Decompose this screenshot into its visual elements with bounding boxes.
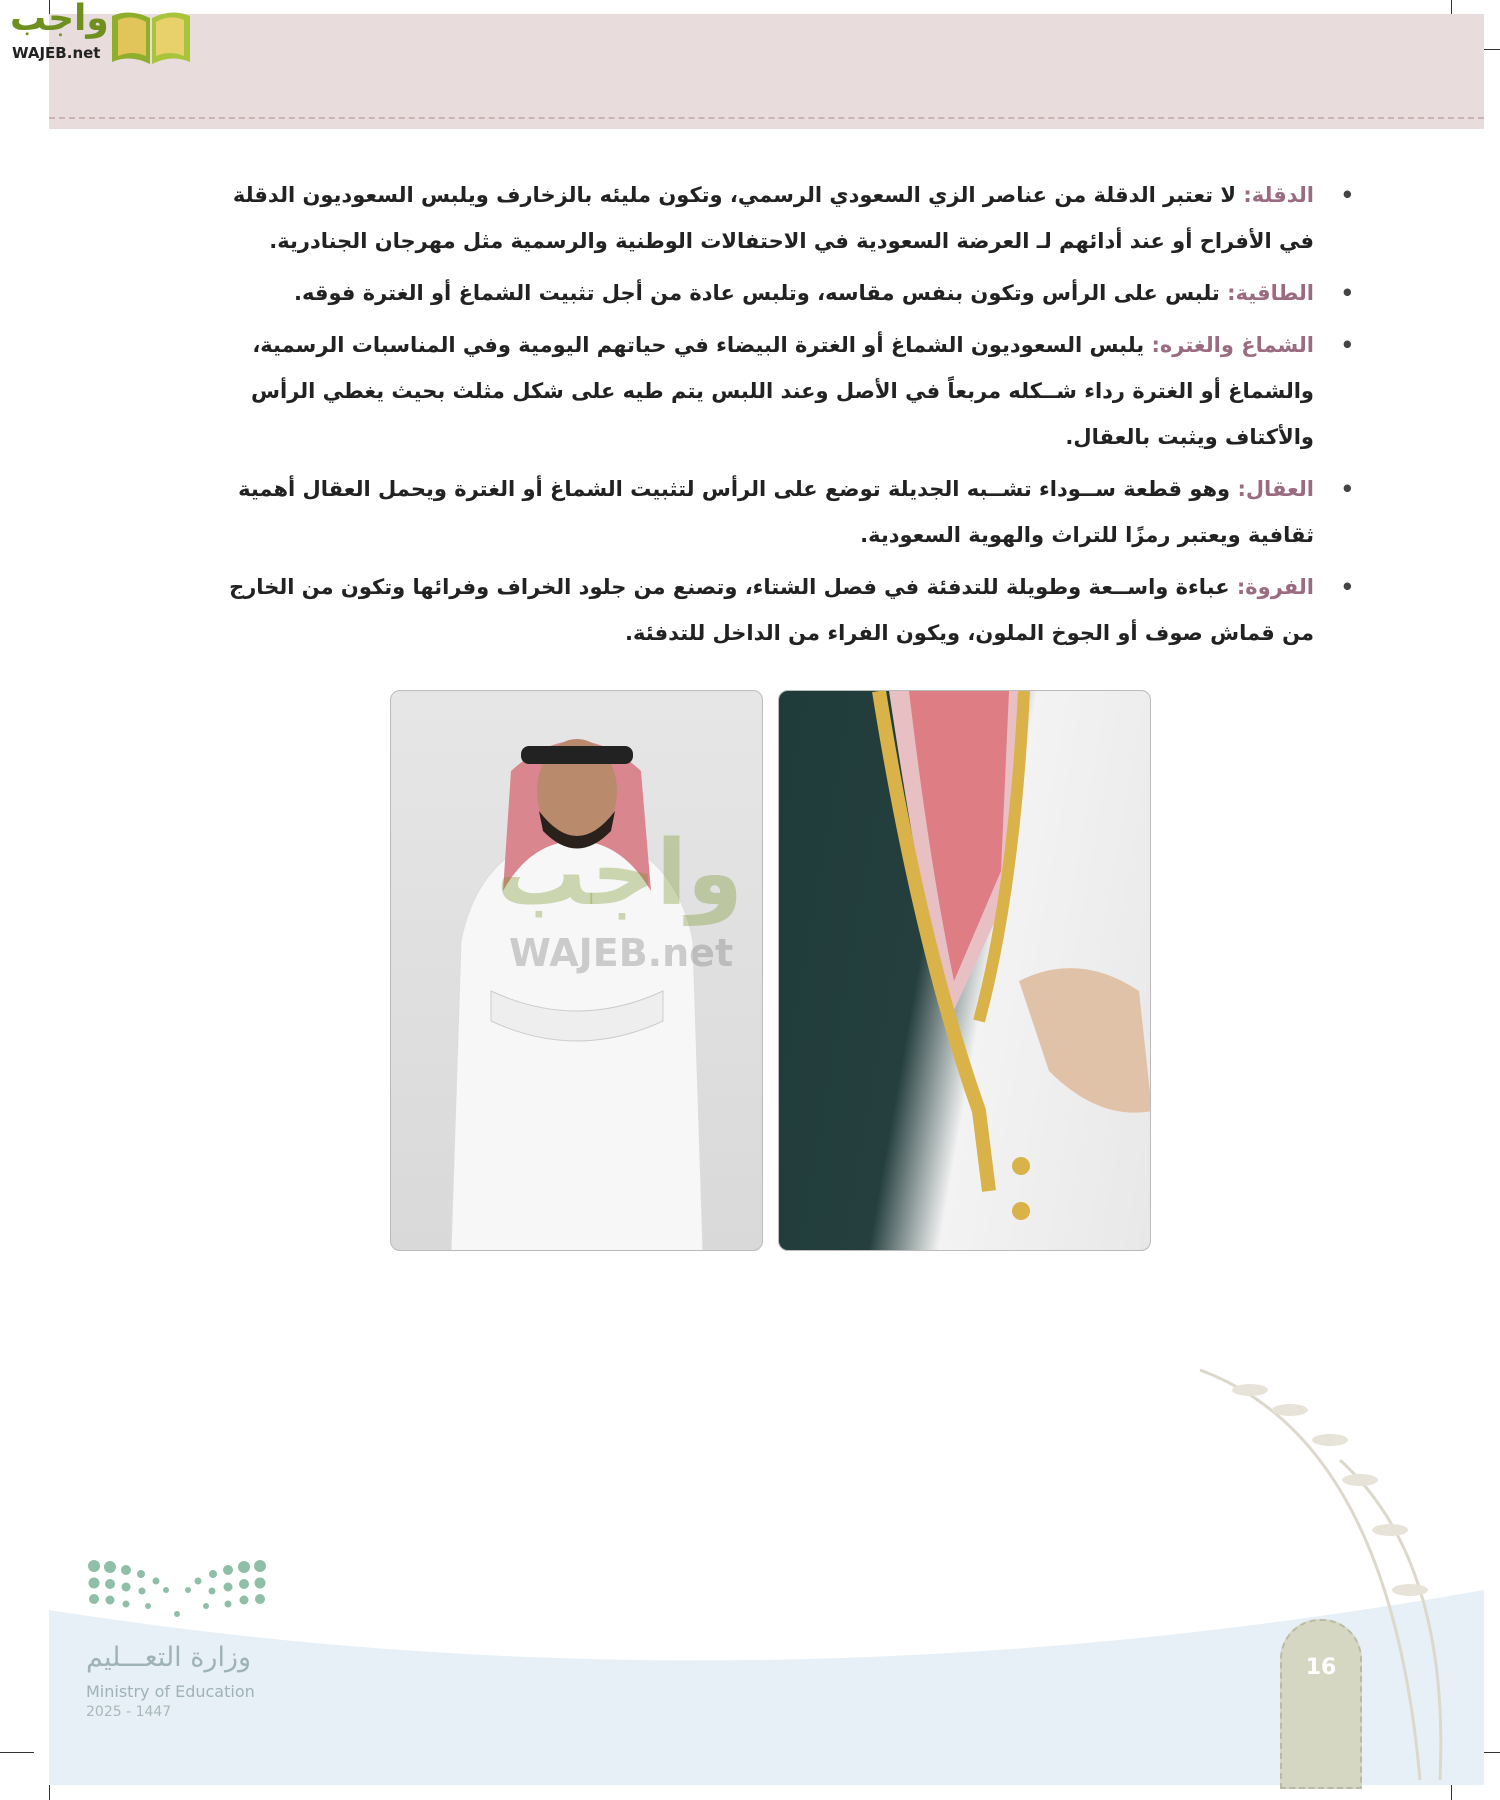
term: الشماغ والغتره: bbox=[1151, 333, 1314, 357]
academic-year: 2025 - 1447 bbox=[86, 1704, 172, 1720]
wajeb-logo[interactable] bbox=[4, 2, 194, 70]
crop-mark bbox=[0, 1752, 34, 1753]
ministry-logo bbox=[86, 1556, 276, 1720]
term: الفروة: bbox=[1236, 575, 1314, 599]
description: لا تعتبر الدقلة من عناصر الزي السعودي الرسمي، وتكون مليئه بالزخارف ويلبس السعوديون الدقلة في الأفراح أو عند أدائهم لـ العرضة السعودية في الاحتفالات الوطنية والرسمية مثل مهرجان الجنادرية. bbox=[232, 183, 1314, 253]
ministry-name-arabic: وزارة التعـــليم bbox=[86, 1642, 252, 1673]
description: يلبس السعوديون الشماغ أو الغترة البيضاء في حياتهم اليومية وفي المناسبات الرسمية، والشماغ أو الغترة رداء شــكله مربعاً في الأصل وعند اللبس يتم طيه على شكل مثلث بحيث يغطي الرأس والأكتاف ويثبت بالعقال. bbox=[251, 333, 1314, 449]
term: الطاقية: bbox=[1227, 281, 1314, 305]
book-icon bbox=[110, 8, 192, 66]
logo-arabic: واجب bbox=[10, 0, 109, 39]
page-header-band bbox=[49, 14, 1484, 129]
description: وهو قطعة ســوداء تشــبه الجديلة توضع على الرأس لتثبيت الشماغ أو الغترة ويحمل العقال أهمية ثقافية ويعتبر رمزًا للتراث والهوية السعودية. bbox=[238, 477, 1314, 547]
list-item-iqal bbox=[204, 466, 1354, 558]
list-item-taqiya bbox=[204, 270, 1354, 316]
ministry-name-english: Ministry of Education bbox=[86, 1682, 255, 1701]
ministry-dots-icon bbox=[86, 1556, 268, 1626]
photo-man-in-thobe bbox=[390, 690, 763, 1251]
list-item-daqla bbox=[204, 172, 1354, 264]
dashed-divider bbox=[49, 117, 1484, 119]
term: العقال: bbox=[1237, 477, 1314, 501]
list-item-shemagh bbox=[204, 322, 1354, 460]
term: الدقلة: bbox=[1243, 183, 1314, 207]
watermark-english: WAJEB.net bbox=[509, 931, 734, 975]
content-list bbox=[204, 172, 1354, 662]
description: عباءة واســعة وطويلة للتدفئة في فصل الشتاء، وتصنع من جلود الخراف وفرائها وتكون من الخارج من قماش صوف أو الجوخ الملون، ويكون الفراء من الداخل للتدفئة. bbox=[229, 575, 1314, 645]
watermark-arabic: واجب bbox=[496, 821, 743, 926]
description: تلبس على الرأس وتكون بنفس مقاسه، وتلبس عادة من أجل تثبيت الشماغ أو الغترة فوقه. bbox=[294, 281, 1228, 305]
logo-english: WAJEB.net bbox=[12, 44, 101, 62]
bisht-illustration bbox=[779, 691, 1151, 1251]
page-number-tab bbox=[1280, 1619, 1362, 1789]
list-item-farwa bbox=[204, 564, 1354, 656]
page-number: 16 bbox=[1305, 1655, 1337, 1680]
photo-bisht-detail bbox=[778, 690, 1151, 1251]
